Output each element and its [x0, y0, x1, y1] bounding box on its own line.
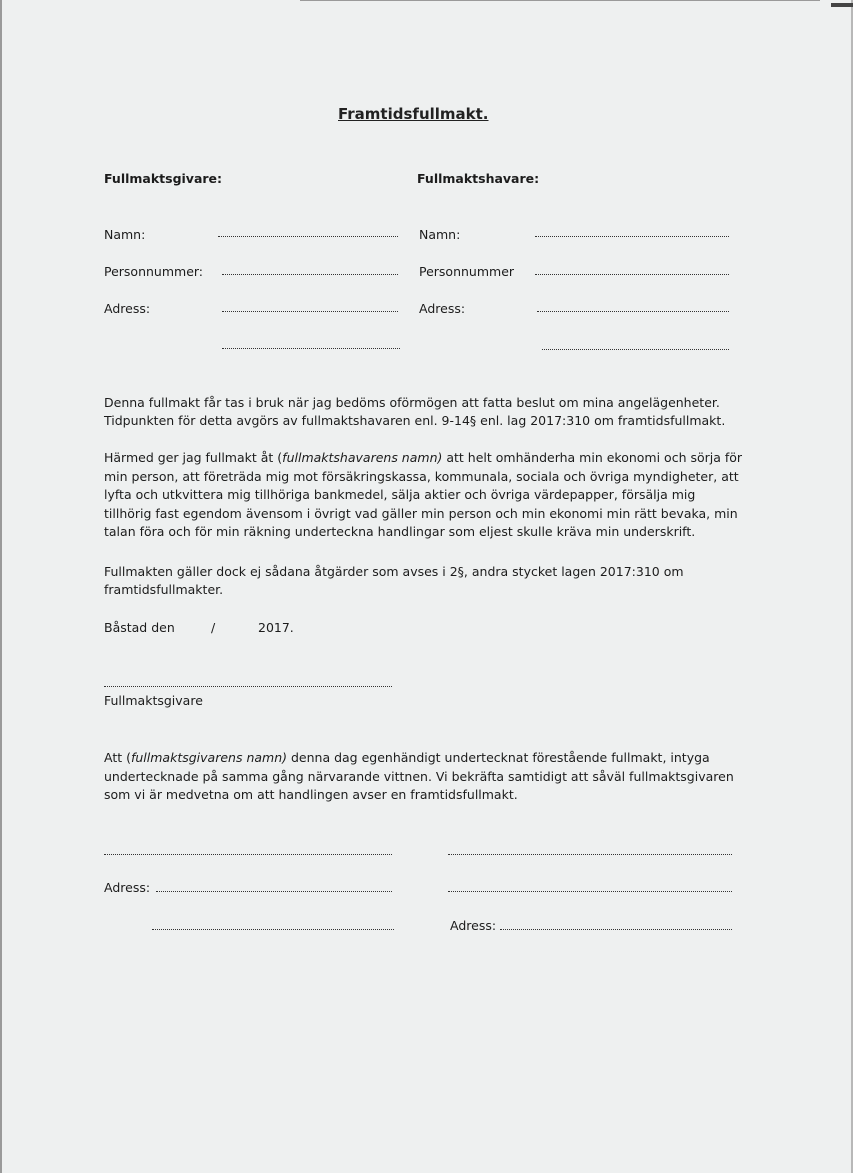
giver-address-line-2[interactable] [222, 348, 400, 349]
para2-after: att helt omhänderha min ekonomi och sörja för min person, att företräda mig mot försäkringskassa, kommunala, sociala och övriga myndigheter, att lyfta och utkvittera mig tillhöriga bankmedel, sälja aktier och övriga värdepapper, försälja mig tillhörig fast egendom ävensom i övrigt vad gäller min person och min ekonomi min rätt bevaka, min talan föra och för min räkning underteckna handlingar som eljest skulle kräva min underskrift. [104, 450, 743, 539]
witness2-signature-line[interactable] [448, 854, 732, 855]
witness1-address-line[interactable] [156, 891, 392, 892]
holder-name-line[interactable] [535, 236, 729, 237]
giver-address-line[interactable] [222, 311, 398, 312]
date-year: 2017. [258, 620, 294, 635]
giver-name-line[interactable] [218, 236, 398, 237]
giver-address-label: Adress: [104, 301, 151, 316]
giver-header: Fullmaktsgivare: [104, 171, 223, 186]
para3-line2: framtidsfullmakter. [104, 582, 224, 597]
para4-after: denna dag egenhändigt undertecknat förestående fullmakt, intyga undertecknade på samma gång närvarande vittnen. Vi bekräfta samtidigt att såväl fullmaktsgivaren som vi är medvetna om att handlingen avser en framtidsfullmakt. [104, 750, 734, 802]
scan-edge-top [300, 0, 820, 1]
holder-address-label: Adress: [419, 301, 466, 316]
para3-line1: Fullmakten gäller dock ej sådana åtgärder som avses i 2§, andra stycket lagen 2017:310 om [104, 564, 684, 579]
signature-line[interactable] [104, 686, 392, 687]
holder-address-line-2[interactable] [542, 349, 729, 350]
witness2-address-line[interactable] [500, 929, 732, 930]
date-place: Båstad den [104, 620, 175, 635]
para4-before: Att ( [104, 750, 131, 765]
holder-header: Fullmaktshavare: [417, 171, 540, 186]
scan-edge-left [0, 0, 2, 1173]
document-title: Framtidsfullmakt. [338, 105, 489, 123]
para1-line2: Tidpunkten för detta avgörs av fullmaktshavaren enl. 9-14§ enl. lag 2017:310 om framtidsfullmakt. [104, 413, 726, 428]
holder-name-label: Namn: [419, 227, 461, 242]
holder-pnr-line[interactable] [535, 274, 729, 275]
para2 [104, 449, 744, 542]
para2-before: Härmed ger jag fullmakt åt ( [104, 450, 283, 465]
giver-pnr-label: Personnummer: [104, 264, 204, 279]
giver-pnr-line[interactable] [222, 274, 398, 275]
holder-pnr-label: Personnummer [419, 264, 515, 279]
para1-line1: Denna fullmakt får tas i bruk när jag bedöms oförmögen att fatta beslut om mina angelägenheter. [104, 395, 720, 410]
witness2-extra-line[interactable] [448, 891, 732, 892]
witness2-address-label: Adress: [450, 918, 497, 933]
giver-name-label: Namn: [104, 227, 146, 242]
witness1-address-line-2[interactable] [152, 929, 394, 930]
witness1-signature-line[interactable] [104, 854, 392, 855]
para4-italic: fullmaktsgivarens namn) [130, 750, 288, 765]
scan-edge-corner [831, 3, 853, 7]
para4 [104, 749, 734, 805]
signature-label: Fullmaktsgivare [104, 693, 203, 708]
holder-address-line[interactable] [537, 311, 729, 312]
para2-italic: fullmaktshavarens namn) [282, 450, 443, 465]
date-slash: / [211, 620, 216, 635]
witness1-address-label: Adress: [104, 880, 151, 895]
